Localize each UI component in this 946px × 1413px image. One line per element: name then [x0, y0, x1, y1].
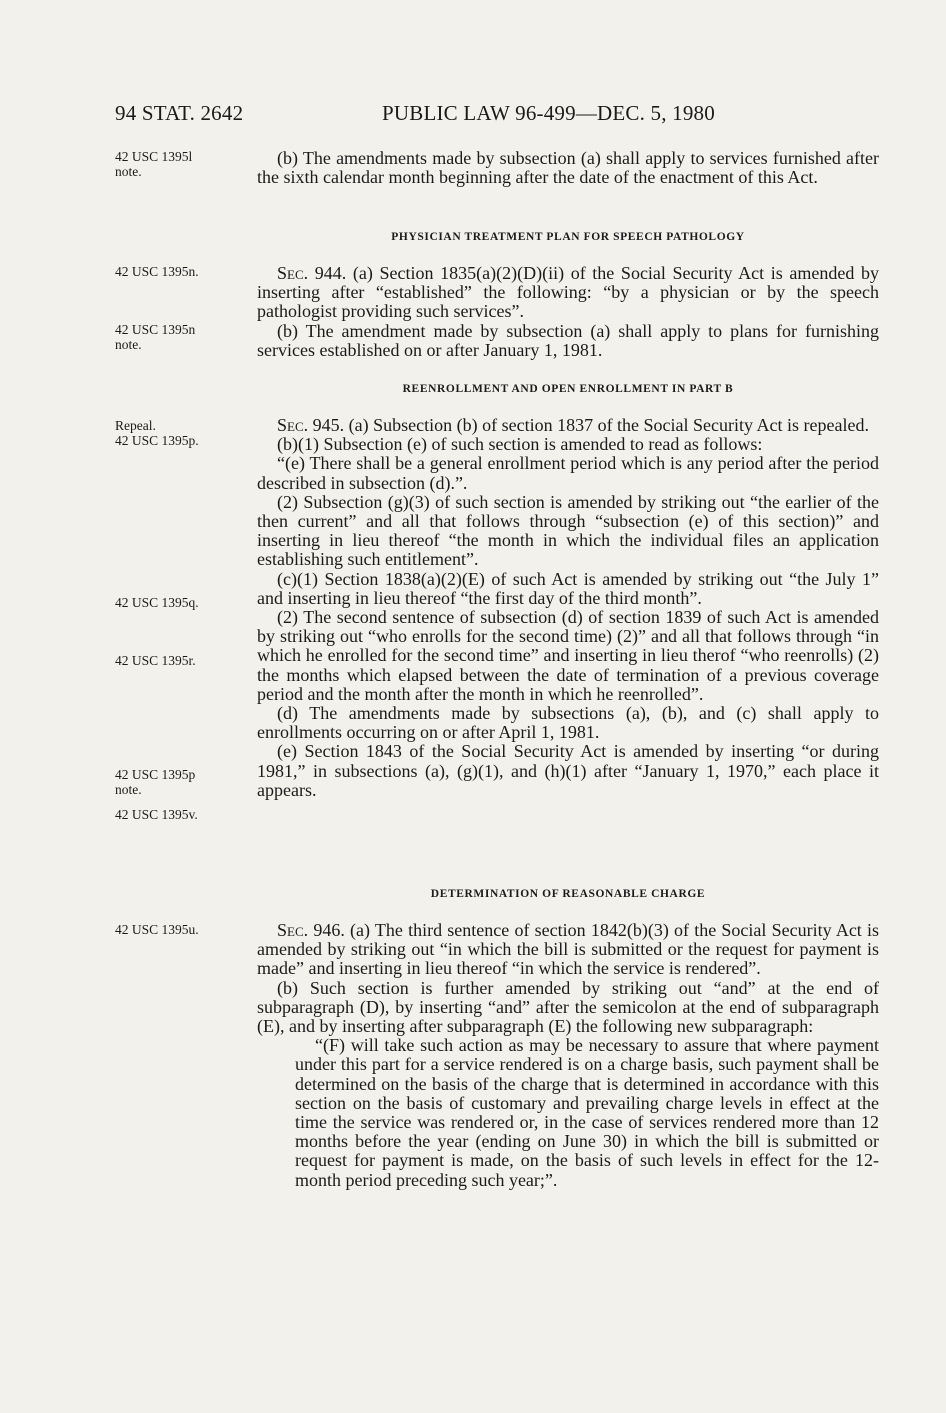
- margin-note: [115, 807, 255, 822]
- margin-note-line: 42 USC 1395v.: [115, 807, 198, 822]
- margin-note-line: 42 USC 1395p.: [115, 433, 199, 448]
- margin-note-line: Repeal.: [115, 418, 156, 433]
- margin-note: [115, 922, 255, 937]
- sec-label: Sec.: [277, 263, 309, 283]
- paragraph-946a-text: 946. (a) The third sentence of section 1842(b)(3) of the Social Security Act is amended by striking out “in which the bill is submitted or the request for payment is made” and inserting in lieu thereof “in which the service is rendered”.: [257, 920, 880, 979]
- text-block: [257, 264, 879, 360]
- margin-note: [115, 418, 255, 448]
- section-heading-946: DETERMINATION OF REASONABLE CHARGE: [430, 888, 706, 900]
- margin-note: [115, 149, 255, 179]
- margin-note: [115, 264, 255, 279]
- margin-note-line: note.: [115, 337, 142, 352]
- paragraph-944b: (b) The amendment made by subsection (a) shall apply to plans for furnishing services established on or after January 1, 1981.: [257, 320, 879, 360]
- margin-note: [115, 322, 255, 352]
- paragraph-946a: [257, 921, 879, 979]
- page-header: [115, 101, 715, 126]
- paragraph-946b: (b) Such section is further amended by striking out “and” at the end of subparagraph (D), by inserting “and” after the semicolon at the end of subparagraph (E), and by inserting after subparagraph (E) the following new subparagraph:: [257, 977, 879, 1037]
- text-block: [257, 416, 879, 800]
- margin-note-line: 42 USC 1395p: [115, 767, 196, 782]
- margin-note-line: note.: [115, 164, 142, 179]
- statute-page-number: 94 STAT. 2642: [115, 101, 244, 125]
- text-block: [257, 921, 879, 1190]
- sec-label: Sec.: [277, 415, 309, 435]
- section-heading-945: REENROLLMENT AND OPEN ENROLLMENT IN PART B: [402, 383, 734, 395]
- text-block: [257, 149, 879, 187]
- paragraph-945e: (e) Section 1843 of the Social Security Act is amended by inserting “or during 1981,” in subsections (a), (g)(1), and (h)(1) after “January 1, 1970,” each place it appears.: [257, 741, 879, 800]
- sec-label: Sec.: [277, 920, 309, 940]
- paragraph-944a: [257, 264, 879, 322]
- section-heading-944: PHYSICIAN TREATMENT PLAN FOR SPEECH PATHOLOGY: [391, 231, 745, 243]
- margin-note-line: 42 USC 1395n.: [115, 264, 199, 279]
- margin-note-line: 42 USC 1395q.: [115, 595, 199, 610]
- public-law-title: PUBLIC LAW 96-499—DEC. 5, 1980: [382, 101, 715, 125]
- paragraph-946b-quote: “(F) will take such action as may be necessary to assure that where payment under this part for a service rendered is on a charge basis, such payment shall be determined on the basis of the charge that is determined in accordance with this section on the basis of customary and prevailing charge levels in effect at the time the service was rendered or, in the case of services rendered more than 12 months before the year (ending on June 30) in which the bill is submitted or request for payment is made, on the basis of such levels in effect for the 12-month period preceding such year;”.: [295, 1035, 879, 1190]
- paragraph-945b1: (b)(1) Subsection (e) of such section is amended to read as follows:: [277, 434, 763, 455]
- paragraph-945a-text: 945. (a) Subsection (b) of section 1837 of the Social Security Act is repealed.: [312, 415, 869, 435]
- margin-note: [115, 767, 255, 797]
- paragraph-945c1: (c)(1) Section 1838(a)(2)(E) of such Act is amended by striking out “the July 1” and inserting in lieu thereof “the first day of the third month”.: [257, 568, 879, 608]
- margin-note-line: 42 USC 1395l: [115, 149, 193, 164]
- margin-note-line: 42 USC 1395n: [115, 322, 196, 337]
- margin-note-line: 42 USC 1395r.: [115, 653, 196, 668]
- paragraph-945a: [257, 416, 879, 435]
- paragraph-945b1-quote: “(e) There shall be a general enrollment period which is any period after the period described in subsection (d).”.: [257, 453, 879, 493]
- paragraph-945b2: (2) Subsection (g)(3) of such section is amended by striking out “the earlier of the then current” and all that follows through “subsection (e) of this section)” and inserting in lieu thereof “the month in which the individual files an application establishing such entitlement”.: [257, 491, 879, 570]
- margin-note: [115, 653, 255, 668]
- paragraph-945c2: (2) The second sentence of subsection (d) of section 1839 of such Act is amended by striking out “who enrolls for the second time) (2)” and all that follows through “in which he enrolled for the second time” and inserting in lieu therof “who reenrolls) (2) the months which elapsed between the date of termination of a previous coverage period and the month after the month in which he reenrolled”.: [257, 607, 879, 704]
- margin-note: [115, 595, 255, 610]
- margin-note-line: 42 USC 1395u.: [115, 922, 199, 937]
- paragraph-943b: (b) The amendments made by subsection (a) shall apply to services furnished after the sixth calendar month beginning after the date of the enactment of this Act.: [257, 148, 879, 188]
- paragraph-944a-text: 944. (a) Section 1835(a)(2)(D)(ii) of the Social Security Act is amended by inserting after “established” the following: “by a physician or by the speech pathologist providing such services”.: [257, 263, 880, 322]
- margin-note-line: note.: [115, 782, 142, 797]
- paragraph-945d: (d) The amendments made by subsections (a), (b), and (c) shall apply to enrollments occurring on or after April 1, 1981.: [257, 703, 879, 743]
